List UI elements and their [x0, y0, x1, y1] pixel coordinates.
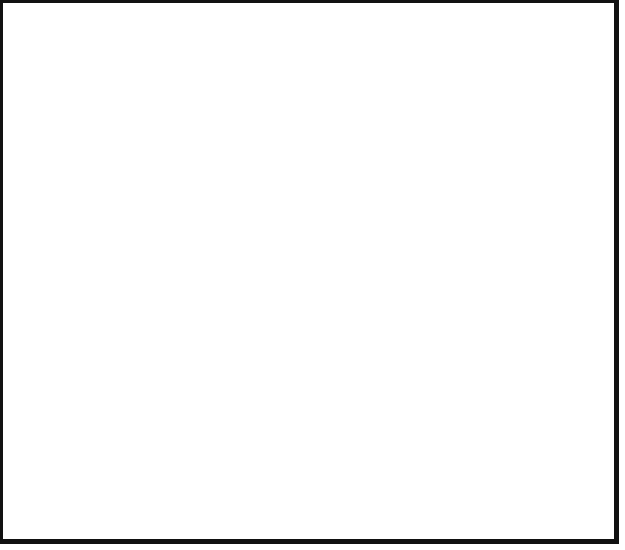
- legend-swatch-vaccinated: [361, 365, 383, 389]
- legend-item-unvaccinated: [361, 332, 391, 356]
- legend-swatch-unvaccinated: [361, 332, 383, 356]
- area-chart: [0, 0, 625, 240]
- legend-item-vaccinated: [361, 365, 391, 389]
- legend: [361, 332, 391, 398]
- summary-panel: [30, 240, 290, 254]
